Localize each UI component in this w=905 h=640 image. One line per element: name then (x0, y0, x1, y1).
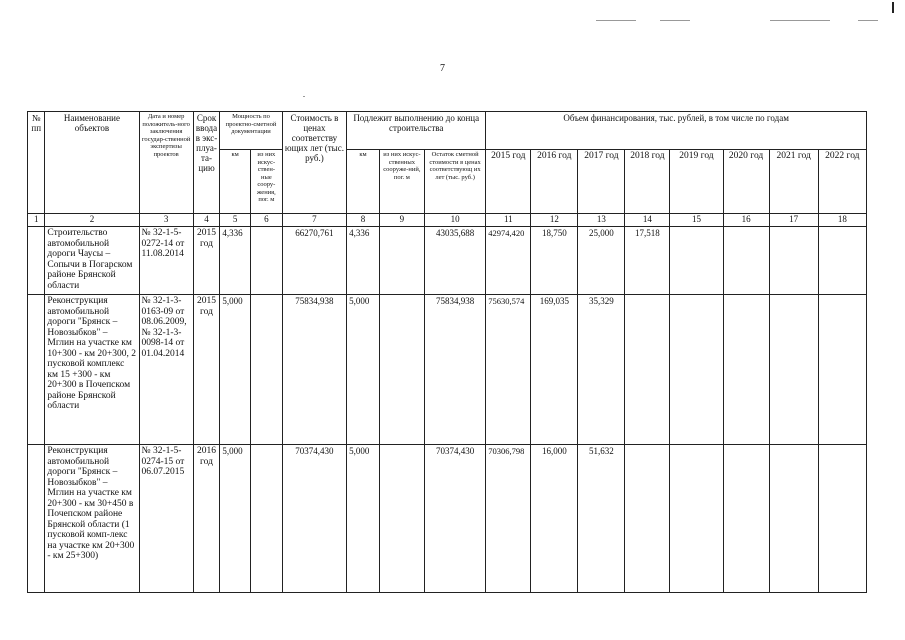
year-2021-value (769, 445, 818, 593)
remaining-structures (379, 445, 424, 593)
year-2017-value: 51,632 (578, 445, 625, 593)
column-number: 14 (625, 214, 670, 227)
column-number: 17 (769, 214, 818, 227)
year-2020-value (723, 227, 769, 295)
year-2018-value: 17,518 (625, 227, 670, 295)
year-2022-value (818, 227, 866, 295)
cost: 66270,761 (282, 227, 346, 295)
column-number: 4 (193, 214, 220, 227)
header-capacity: Мощность по проектно-сметной документации (220, 112, 282, 150)
header-financing: Объем финансирования, тыс. рублей, в том числе по годам (486, 112, 867, 150)
year-2016-value: 18,750 (531, 227, 578, 295)
column-number: 10 (424, 214, 485, 227)
header-remaining-structures: из них искус-ственных сооруже-ний, пог. м (379, 150, 424, 214)
column-number: 18 (818, 214, 866, 227)
capacity-km: 4,336 (220, 227, 251, 295)
column-number: 15 (670, 214, 723, 227)
header-row-1 (28, 112, 867, 150)
header-term: Срок ввода в экс-плуа-та-цию (193, 112, 220, 214)
header-remaining-km: км (347, 150, 380, 214)
scan-noise (660, 20, 690, 21)
year-2018-value (625, 295, 670, 445)
header-capacity-structures: из них искус-ствен-ные соору-жения, пог. м (251, 150, 283, 214)
capacity-structures (251, 295, 283, 445)
column-number: 5 (220, 214, 251, 227)
header-cost: Стоимость в ценах соответству ющих лет (тыс. руб.) (282, 112, 346, 214)
remaining-structures (379, 295, 424, 445)
year-2022-value (818, 295, 866, 445)
column-number: 13 (578, 214, 625, 227)
table-row (28, 227, 867, 295)
year-2017-value: 25,000 (578, 227, 625, 295)
object-name: Реконструкция автомобильной дороги "Брянск – Новозыбков" – Мглин на участке км 20+300 - км 30+450 в Почепском районе Брянской области (1 пусковой комп-лекс на участке км 20+300 - км 25+300) (45, 445, 139, 593)
header-to-complete: Подлежит выполнению до конца строительства (347, 112, 486, 150)
commissioning-term: 2015 год (193, 227, 220, 295)
column-number: 9 (379, 214, 424, 227)
header-year-2021: 2021 год (769, 150, 818, 214)
header-year-2022: 2022 год (818, 150, 866, 214)
expertise-ref: № 32-1-3-0163-09 от 08.06.2009, № 32-1-3-0098-14 от 01.04.2014 (139, 295, 193, 445)
header-no: № пп (28, 112, 45, 214)
column-number: 11 (486, 214, 531, 227)
year-2019-value (670, 227, 723, 295)
column-number: 7 (282, 214, 346, 227)
year-2021-value (769, 227, 818, 295)
capacity-structures (251, 445, 283, 593)
scan-edge-mark (892, 2, 894, 13)
year-2020-value (723, 445, 769, 593)
column-number: 3 (139, 214, 193, 227)
row-no (28, 227, 45, 295)
header-year-2020: 2020 год (723, 150, 769, 214)
header-year-2017: 2017 год (578, 150, 625, 214)
column-number-row (28, 214, 867, 227)
scan-noise (770, 20, 830, 21)
column-number: 1 (28, 214, 45, 227)
year-2016-value: 169,035 (531, 295, 578, 445)
year-2020-value (723, 295, 769, 445)
header-remaining-cost: Остаток сметной стоимости в ценах соответствующ их лет (тыс. руб.) (424, 150, 485, 214)
object-name: Реконструкция автомобильной дороги "Брянск – Новозыбков" – Мглин на участке км 10+300 - км 20+300, 2 пусковой комплекс км 15 +300 - км 20+300 в Почепском районе Брянской области (45, 295, 139, 445)
commissioning-term: 2016 год (193, 445, 220, 593)
column-number: 8 (347, 214, 380, 227)
commissioning-term: 2015 год (193, 295, 220, 445)
header-expertise: Дата и номер положитель-ного заключения государ-ственной экспертизы проектов (139, 112, 193, 214)
capacity-km: 5,000 (220, 445, 251, 593)
column-number: 12 (531, 214, 578, 227)
scan-noise (858, 20, 878, 21)
header-year-2015: 2015 год (486, 150, 531, 214)
year-2015-value: 42974,420 (486, 227, 531, 295)
financing-table (27, 111, 867, 593)
scan-noise (596, 20, 636, 21)
object-name: Строительство автомобильной дороги Чаусы – Сопычи в Погарском районе Брянской области (45, 227, 139, 295)
expertise-ref: № 32-1-5-0272-14 от 11.08.2014 (139, 227, 193, 295)
scan-noise (303, 96, 305, 97)
column-number: 6 (251, 214, 283, 227)
remaining-km: 4,336 (347, 227, 380, 295)
remaining-km: 5,000 (347, 445, 380, 593)
table-row (28, 445, 867, 593)
row-no (28, 295, 45, 445)
remaining-cost: 75834,938 (424, 295, 485, 445)
year-2019-value (670, 295, 723, 445)
table-row (28, 295, 867, 445)
remaining-cost: 43035,688 (424, 227, 485, 295)
year-2022-value (818, 445, 866, 593)
header-year-2018: 2018 год (625, 150, 670, 214)
year-2017-value: 35,329 (578, 295, 625, 445)
column-number: 16 (723, 214, 769, 227)
cost: 70374,430 (282, 445, 346, 593)
capacity-km: 5,000 (220, 295, 251, 445)
page-number: 7 (440, 63, 445, 74)
capacity-structures (251, 227, 283, 295)
header-year-2019: 2019 год (670, 150, 723, 214)
remaining-cost: 70374,430 (424, 445, 485, 593)
year-2019-value (670, 445, 723, 593)
remaining-km: 5,000 (347, 295, 380, 445)
header-name: Наименование объектов (45, 112, 139, 214)
cost: 75834,938 (282, 295, 346, 445)
expertise-ref: № 32-1-5-0274-15 от 06.07.2015 (139, 445, 193, 593)
column-number: 2 (45, 214, 139, 227)
year-2021-value (769, 295, 818, 445)
year-2015-value: 75630,574 (486, 295, 531, 445)
year-2018-value (625, 445, 670, 593)
year-2016-value: 16,000 (531, 445, 578, 593)
row-no (28, 445, 45, 593)
year-2015-value: 70306,798 (486, 445, 531, 593)
header-year-2016: 2016 год (531, 150, 578, 214)
remaining-structures (379, 227, 424, 295)
header-capacity-km: км (220, 150, 251, 214)
